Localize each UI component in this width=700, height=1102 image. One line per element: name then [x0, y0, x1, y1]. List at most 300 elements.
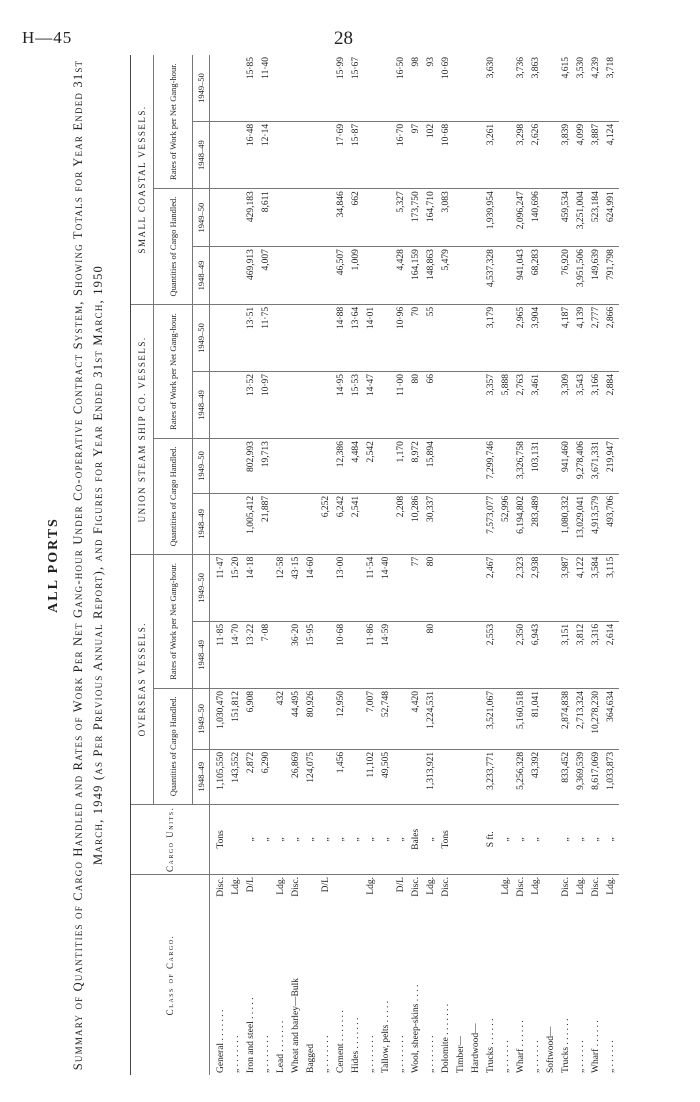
value-cell: 1,009	[349, 247, 364, 305]
value-cell: 3,987	[559, 554, 574, 621]
value-cell: 5,479	[439, 247, 454, 305]
value-cell	[409, 621, 424, 688]
value-cell	[379, 439, 394, 494]
value-cell: 36·20	[289, 621, 304, 688]
value-cell: 12·14	[259, 121, 274, 188]
value-cell: 1,313,921	[424, 749, 439, 804]
value-cell: 10·68	[334, 621, 349, 688]
value-cell	[289, 189, 304, 247]
value-cell: 4,139	[574, 304, 589, 371]
value-cell: 11·85	[210, 621, 230, 688]
handling-cell: D/L	[246, 877, 256, 893]
value-cell: 1,105,550	[210, 749, 230, 804]
value-cell	[259, 688, 274, 749]
value-cell	[349, 749, 364, 804]
value-cell	[454, 621, 469, 688]
value-cell: 2,542	[364, 439, 379, 494]
value-cell: 15·85	[244, 55, 259, 121]
value-cell	[364, 189, 379, 247]
value-cell	[304, 493, 319, 554]
value-cell	[210, 493, 230, 554]
value-cell: 15·53	[349, 372, 364, 439]
value-cell: 3,461	[529, 372, 544, 439]
handling-cell: Ldg.	[426, 877, 436, 895]
value-cell	[379, 247, 394, 305]
value-cell: 941,460	[559, 439, 574, 494]
value-cell: 3,316	[589, 621, 604, 688]
value-cell: 3,521,067	[484, 688, 499, 749]
value-cell: 1,939,954	[484, 189, 499, 247]
header-year: 1949–50	[193, 304, 210, 371]
value-cell: 151,812	[229, 688, 244, 749]
table-row	[394, 55, 409, 1075]
value-cell: 3,530	[574, 55, 589, 121]
value-cell	[364, 55, 379, 121]
handling-cell: Ldg.	[501, 877, 511, 895]
value-cell: 9,369,539	[574, 749, 589, 804]
value-cell	[319, 688, 334, 749]
cargo-class-cell: „ . . . . . .	[501, 1040, 511, 1073]
table-row	[469, 55, 484, 1075]
value-cell: 791,798	[604, 247, 619, 305]
value-cell	[439, 749, 454, 804]
value-cell	[229, 372, 244, 439]
value-cell: 14·70	[229, 621, 244, 688]
value-cell: 9,278,406	[574, 439, 589, 494]
cargo-unit-cell: „	[319, 804, 334, 874]
value-cell: 13·22	[244, 621, 259, 688]
header-year: 1949–50	[193, 688, 210, 749]
value-cell: 80	[424, 621, 439, 688]
cargo-unit-cell: „	[304, 804, 319, 874]
value-cell: 12,950	[334, 688, 349, 749]
cargo-unit-cell: „	[589, 804, 604, 874]
value-cell: 3,736	[514, 55, 529, 121]
value-cell: 2,323	[514, 554, 529, 621]
value-cell: 4,484	[349, 439, 364, 494]
value-cell	[319, 554, 334, 621]
value-cell: 3,233,771	[484, 749, 499, 804]
value-cell	[210, 55, 230, 121]
value-cell: 4,428	[394, 247, 409, 305]
value-cell	[319, 247, 334, 305]
value-cell	[439, 372, 454, 439]
cargo-class-cell: Timber—	[456, 1035, 466, 1073]
value-cell	[289, 372, 304, 439]
value-cell	[210, 247, 230, 305]
table-row	[484, 55, 499, 1075]
value-cell	[229, 439, 244, 494]
table-row	[379, 55, 394, 1075]
value-cell: 43,392	[529, 749, 544, 804]
cargo-class-cell: Hides . . . . . . .	[351, 1017, 361, 1073]
handling-cell	[484, 875, 499, 912]
cargo-class-cell: Bagged	[306, 1043, 316, 1073]
value-cell: 52,748	[379, 688, 394, 749]
value-cell: 3,812	[574, 621, 589, 688]
value-cell: 3,839	[559, 121, 574, 188]
value-cell	[499, 554, 514, 621]
value-cell: 14·95	[334, 372, 349, 439]
value-cell: 1,030,470	[210, 688, 230, 749]
value-cell: 3,298	[514, 121, 529, 188]
header-year: 1948–49	[193, 247, 210, 305]
value-cell: 1,080,332	[559, 493, 574, 554]
value-cell	[394, 554, 409, 621]
cargo-class-cell: „ . . . . . . .	[396, 1035, 406, 1073]
value-cell: 4,099	[574, 121, 589, 188]
value-cell	[210, 304, 230, 371]
value-cell: 15·99	[334, 55, 349, 121]
table-row	[544, 55, 559, 1075]
value-cell	[499, 621, 514, 688]
value-cell: 4,615	[559, 55, 574, 121]
value-cell: 3,151	[559, 621, 574, 688]
value-cell: 16·50	[394, 55, 409, 121]
value-cell: 3,543	[574, 372, 589, 439]
value-cell	[544, 55, 559, 121]
header-year: 1948–49	[193, 121, 210, 188]
value-cell: 164,159	[409, 247, 424, 305]
cargo-class-cell: Wool, sheep-skins . . . .	[411, 984, 421, 1073]
value-cell	[274, 749, 289, 804]
header-rate: Rates of Work per Net Gang-hour.	[154, 55, 193, 189]
value-cell	[469, 304, 484, 371]
value-cell: 2,208	[394, 493, 409, 554]
value-cell: 493,706	[604, 493, 619, 554]
table-row	[289, 55, 304, 1075]
value-cell: 3,357	[484, 372, 499, 439]
cargo-class-cell: Iron and steel . . . . .	[246, 997, 256, 1073]
value-cell: 140,696	[529, 189, 544, 247]
value-cell	[319, 439, 334, 494]
cargo-unit-cell: „	[559, 804, 574, 874]
value-cell: 49,505	[379, 749, 394, 804]
cargo-class-cell: Hardwood—	[471, 1023, 481, 1073]
handling-cell: Disc.	[441, 877, 451, 897]
value-cell: 2,541	[349, 493, 364, 554]
value-cell	[304, 439, 319, 494]
value-cell: 3,904	[529, 304, 544, 371]
value-cell: 30,337	[424, 493, 439, 554]
handling-cell	[349, 875, 364, 912]
value-cell	[394, 749, 409, 804]
table-row	[334, 55, 349, 1075]
value-cell	[469, 493, 484, 554]
value-cell	[394, 688, 409, 749]
cargo-class-cell: „ . . . . . .	[531, 1040, 541, 1073]
value-cell: 2,874,838	[559, 688, 574, 749]
page-subtitle: Summary of Quantities of Cargo Handled and Rates of Work Per Net Gang-hour Under Co-operative Contract System, Showing Totals for Year Ended 31st March, 1949 (as Per Previous Annual Report), and Figures for Year Ended 31st March, 1950	[71, 59, 105, 1071]
value-cell: 6,943	[529, 621, 544, 688]
value-cell	[454, 554, 469, 621]
value-cell: 8,617,069	[589, 749, 604, 804]
value-cell: 2,350	[514, 621, 529, 688]
value-cell: 624,991	[604, 189, 619, 247]
value-cell: 3,671,331	[589, 439, 604, 494]
value-cell	[319, 621, 334, 688]
handling-cell: Disc.	[411, 877, 421, 897]
cargo-class-cell: Wheat and barley—Bulk	[291, 978, 301, 1073]
value-cell: 2,777	[589, 304, 604, 371]
group-overseas: OVERSEAS VESSELS.	[131, 554, 154, 804]
table-row	[229, 55, 244, 1075]
cargo-unit-cell	[469, 804, 484, 874]
value-cell	[454, 372, 469, 439]
cargo-unit-cell: „	[364, 804, 379, 874]
value-cell	[469, 189, 484, 247]
header-year: 1949–50	[193, 189, 210, 247]
cargo-class-cell: Trucks . . . . . .	[561, 1018, 571, 1073]
value-cell: 523,184	[589, 189, 604, 247]
value-cell	[544, 493, 559, 554]
value-cell: 6,194,802	[514, 493, 529, 554]
page-title: ALL PORTS	[46, 517, 61, 613]
cargo-class-cell: „ . . . . . . .	[366, 1035, 376, 1073]
cargo-unit-cell: „	[244, 804, 259, 874]
cargo-table	[130, 55, 619, 1075]
table-row	[454, 55, 469, 1075]
value-cell: 1,033,873	[604, 749, 619, 804]
value-cell	[469, 688, 484, 749]
value-cell	[229, 55, 244, 121]
value-cell: 14·47	[364, 372, 379, 439]
group-union: UNION STEAM SHIP CO. VESSELS.	[131, 304, 154, 554]
value-cell	[304, 189, 319, 247]
value-cell: 68,283	[529, 247, 544, 305]
value-cell	[454, 55, 469, 121]
value-cell: 17·69	[334, 121, 349, 188]
value-cell	[319, 55, 334, 121]
value-cell: 7,299,746	[484, 439, 499, 494]
value-cell	[544, 621, 559, 688]
value-cell	[259, 554, 274, 621]
value-cell: 7·08	[259, 621, 274, 688]
table-row	[424, 55, 439, 1075]
header-qty: Quantities of Cargo Handled.	[154, 439, 193, 555]
handling-cell: Disc.	[516, 877, 526, 897]
value-cell: 14·60	[304, 554, 319, 621]
cargo-class-cell: Tallow, pelts . . . . .	[381, 1000, 391, 1073]
value-cell	[379, 189, 394, 247]
value-cell: 13·51	[244, 304, 259, 371]
cargo-unit-cell: „	[259, 804, 274, 874]
value-cell: 3,326,758	[514, 439, 529, 494]
handling-cell: Disc.	[591, 877, 601, 897]
value-cell: 5,160,518	[514, 688, 529, 749]
value-cell: 97	[409, 121, 424, 188]
value-cell	[210, 439, 230, 494]
value-cell: 802,993	[244, 439, 259, 494]
value-cell	[289, 439, 304, 494]
value-cell	[469, 749, 484, 804]
cargo-unit-cell: „	[394, 804, 409, 874]
cargo-class-cell: Trucks . . . . . .	[486, 1018, 496, 1073]
value-cell: 11·47	[210, 554, 230, 621]
value-cell: 70	[409, 304, 424, 371]
value-cell: 429,183	[244, 189, 259, 247]
value-cell: 164,710	[424, 189, 439, 247]
value-cell	[349, 554, 364, 621]
value-cell: 7,007	[364, 688, 379, 749]
cargo-unit-cell: „	[289, 804, 304, 874]
value-cell	[319, 189, 334, 247]
value-cell: 13,029,041	[574, 493, 589, 554]
value-cell: 2,713,324	[574, 688, 589, 749]
value-cell: 1,170	[394, 439, 409, 494]
value-cell: 6,290	[259, 749, 274, 804]
value-cell: 148,863	[424, 247, 439, 305]
value-cell: 6,252	[319, 493, 334, 554]
value-cell	[499, 247, 514, 305]
cargo-class-cell: „ . . . . . . .	[261, 1035, 271, 1073]
value-cell	[274, 55, 289, 121]
value-cell: 8,611	[259, 189, 274, 247]
value-cell	[364, 493, 379, 554]
value-cell: 3,115	[604, 554, 619, 621]
cargo-unit-cell: S ft.	[484, 804, 499, 874]
table-row	[304, 55, 319, 1075]
value-cell: 2,884	[604, 372, 619, 439]
table-row	[274, 55, 289, 1075]
table-row	[514, 55, 529, 1075]
value-cell: 2,938	[529, 554, 544, 621]
value-cell	[210, 121, 230, 188]
value-cell	[454, 304, 469, 371]
table-row	[210, 55, 230, 1075]
value-cell	[379, 121, 394, 188]
value-cell: 14·40	[379, 554, 394, 621]
value-cell: 7,573,077	[484, 493, 499, 554]
value-cell	[289, 493, 304, 554]
value-cell: 3,179	[484, 304, 499, 371]
value-cell	[319, 304, 334, 371]
value-cell	[544, 189, 559, 247]
value-cell: 2,763	[514, 372, 529, 439]
value-cell	[469, 247, 484, 305]
value-cell	[274, 372, 289, 439]
value-cell: 80	[409, 372, 424, 439]
value-cell: 15·20	[229, 554, 244, 621]
value-cell: 432	[274, 688, 289, 749]
header-year: 1948–49	[193, 749, 210, 804]
value-cell: 469,913	[244, 247, 259, 305]
value-cell: 3,951,506	[574, 247, 589, 305]
table-row	[604, 55, 619, 1075]
value-cell	[544, 121, 559, 188]
value-cell: 4,122	[574, 554, 589, 621]
value-cell: 10,278,230	[589, 688, 604, 749]
value-cell: 941,043	[514, 247, 529, 305]
value-cell: 2,965	[514, 304, 529, 371]
value-cell: 4,537,328	[484, 247, 499, 305]
value-cell	[439, 304, 454, 371]
value-cell: 459,534	[559, 189, 574, 247]
value-cell: 16·48	[244, 121, 259, 188]
value-cell: 46,507	[334, 247, 349, 305]
value-cell: 3,887	[589, 121, 604, 188]
value-cell	[499, 749, 514, 804]
value-cell	[274, 247, 289, 305]
value-cell: 15·95	[304, 621, 319, 688]
value-cell	[439, 688, 454, 749]
cargo-unit-cell	[229, 804, 244, 874]
value-cell: 2,626	[529, 121, 544, 188]
value-cell: 5,888	[499, 372, 514, 439]
header-class-of-cargo: Class of Cargo.	[131, 875, 210, 1076]
table-row	[589, 55, 604, 1075]
value-cell	[210, 372, 230, 439]
value-cell	[469, 372, 484, 439]
header-year: 1948–49	[193, 621, 210, 688]
value-cell: 833,452	[559, 749, 574, 804]
value-cell	[394, 621, 409, 688]
header-year: 1948–49	[193, 372, 210, 439]
value-cell: 3,718	[604, 55, 619, 121]
cargo-unit-cell: „	[529, 804, 544, 874]
value-cell	[544, 247, 559, 305]
value-cell	[544, 554, 559, 621]
value-cell	[304, 304, 319, 371]
value-cell: 1,224,531	[424, 688, 439, 749]
value-cell: 11·75	[259, 304, 274, 371]
value-cell: 77	[409, 554, 424, 621]
value-cell: 26,869	[289, 749, 304, 804]
header-rate: Rates of Work per Net Gang-hour.	[154, 304, 193, 438]
value-cell: 283,489	[529, 493, 544, 554]
value-cell: 364,634	[604, 688, 619, 749]
value-cell	[289, 55, 304, 121]
value-cell	[544, 688, 559, 749]
cargo-unit-cell: „	[499, 804, 514, 874]
table-row	[349, 55, 364, 1075]
value-cell: 66	[424, 372, 439, 439]
value-cell: 3,863	[529, 55, 544, 121]
value-cell: 12·58	[274, 554, 289, 621]
cargo-unit-cell	[454, 804, 469, 874]
value-cell	[349, 688, 364, 749]
value-cell	[544, 749, 559, 804]
value-cell: 13·52	[244, 372, 259, 439]
value-cell	[319, 372, 334, 439]
value-cell	[499, 304, 514, 371]
value-cell	[544, 372, 559, 439]
value-cell	[379, 55, 394, 121]
value-cell	[319, 749, 334, 804]
value-cell	[454, 688, 469, 749]
handling-cell	[334, 875, 349, 912]
table-row	[259, 55, 274, 1075]
value-cell: 21,887	[259, 493, 274, 554]
value-cell: 14·01	[364, 304, 379, 371]
value-cell	[274, 493, 289, 554]
value-cell	[454, 749, 469, 804]
cargo-unit-cell: „	[274, 804, 289, 874]
value-cell	[229, 247, 244, 305]
value-cell: 4,913,579	[589, 493, 604, 554]
value-cell: 8,972	[409, 439, 424, 494]
value-cell: 13·64	[349, 304, 364, 371]
table-row	[574, 55, 589, 1075]
cargo-unit-cell: „	[379, 804, 394, 874]
value-cell	[439, 493, 454, 554]
value-cell: 13·00	[334, 554, 349, 621]
value-cell: 2,872	[244, 749, 259, 804]
value-cell: 16·70	[394, 121, 409, 188]
value-cell	[469, 121, 484, 188]
cargo-unit-cell: „	[424, 804, 439, 874]
cargo-class-cell: Softwood—	[546, 1026, 556, 1073]
